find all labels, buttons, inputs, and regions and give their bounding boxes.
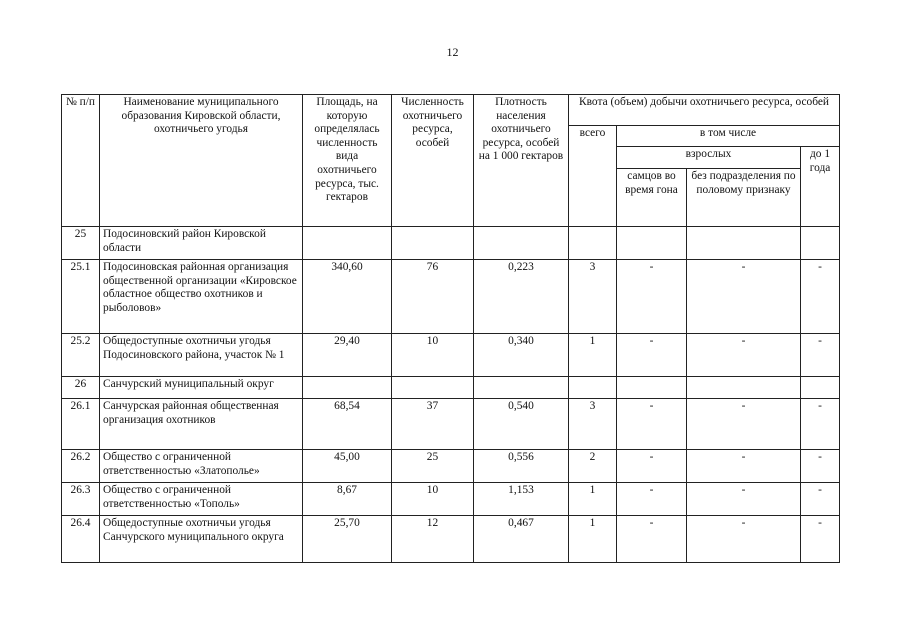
header-area: Площадь, на которую определялась численность вида охотничьего ресурса, тыс. гектаров <box>303 95 392 227</box>
cell-males: - <box>617 450 687 483</box>
cell-nosex <box>687 227 801 260</box>
cell-area <box>303 377 392 399</box>
cell-count: 12 <box>392 516 474 563</box>
header-under-year: до 1 года <box>801 147 840 227</box>
cell-area: 8,67 <box>303 483 392 516</box>
cell-num: 26.4 <box>62 516 100 563</box>
cell-num: 26 <box>62 377 100 399</box>
cell-num: 26.2 <box>62 450 100 483</box>
cell-name: Подосиновский район Кировской области <box>100 227 303 260</box>
cell-young: - <box>801 516 840 563</box>
cell-area: 25,70 <box>303 516 392 563</box>
cell-total <box>569 227 617 260</box>
cell-young: - <box>801 450 840 483</box>
cell-count <box>392 227 474 260</box>
cell-count: 10 <box>392 334 474 377</box>
cell-name: Общество с ограниченной ответственностью «Тополь» <box>100 483 303 516</box>
header-including: в том числе <box>617 126 840 147</box>
cell-name: Общество с ограниченной ответственностью «Златополье» <box>100 450 303 483</box>
header-name: Наименование муниципального образования Кировской области, охотничьего угодья <box>100 95 303 227</box>
table-row <box>62 334 840 377</box>
cell-young <box>801 377 840 399</box>
cell-young <box>801 227 840 260</box>
cell-count <box>392 377 474 399</box>
table-row <box>62 260 840 334</box>
header-num: № п/п <box>62 95 100 227</box>
cell-nosex: - <box>687 260 801 334</box>
cell-num: 25.1 <box>62 260 100 334</box>
cell-density: 0,467 <box>474 516 569 563</box>
cell-nosex: - <box>687 516 801 563</box>
cell-area <box>303 227 392 260</box>
cell-young: - <box>801 399 840 450</box>
header-males-rut: самцов во время гона <box>617 169 687 227</box>
table-row <box>62 399 840 450</box>
cell-area: 29,40 <box>303 334 392 377</box>
cell-nosex <box>687 377 801 399</box>
cell-total <box>569 377 617 399</box>
header-density: Плотность населения охотничьего ресурса, особей на 1 000 гектаров <box>474 95 569 227</box>
table-row <box>62 483 840 516</box>
cell-males: - <box>617 399 687 450</box>
quota-table <box>61 94 840 563</box>
cell-name: Общедоступные охотничьи угодья Санчурского муниципального округа <box>100 516 303 563</box>
table-row <box>62 450 840 483</box>
cell-total: 1 <box>569 483 617 516</box>
header-no-sex-split: без подразделения по половому признаку <box>687 169 801 227</box>
cell-name: Санчурский муниципальный округ <box>100 377 303 399</box>
table-row <box>62 377 840 399</box>
cell-young: - <box>801 334 840 377</box>
table-header <box>62 95 840 227</box>
cell-density <box>474 377 569 399</box>
cell-name: Общедоступные охотничьи угодья Подосиновского района, участок № 1 <box>100 334 303 377</box>
cell-males: - <box>617 334 687 377</box>
cell-density: 1,153 <box>474 483 569 516</box>
cell-name: Подосиновская районная организация общественной организации «Кировское областное общество охотников и рыболовов» <box>100 260 303 334</box>
cell-area: 340,60 <box>303 260 392 334</box>
header-quota: Квота (объем) добычи охотничьего ресурса, особей <box>569 95 840 126</box>
cell-males: - <box>617 516 687 563</box>
cell-males: - <box>617 260 687 334</box>
cell-males: - <box>617 483 687 516</box>
cell-total: 1 <box>569 334 617 377</box>
cell-density: 0,340 <box>474 334 569 377</box>
table-row <box>62 516 840 563</box>
cell-count: 10 <box>392 483 474 516</box>
header-adults: взрослых <box>617 147 801 169</box>
header-count: Численность охотничьего ресурса, особей <box>392 95 474 227</box>
cell-males <box>617 377 687 399</box>
table-body <box>62 227 840 563</box>
cell-density: 0,223 <box>474 260 569 334</box>
cell-males <box>617 227 687 260</box>
cell-density <box>474 227 569 260</box>
cell-area: 68,54 <box>303 399 392 450</box>
cell-num: 26.1 <box>62 399 100 450</box>
cell-num: 25 <box>62 227 100 260</box>
cell-count: 76 <box>392 260 474 334</box>
cell-nosex: - <box>687 399 801 450</box>
cell-nosex: - <box>687 450 801 483</box>
cell-nosex: - <box>687 483 801 516</box>
page-number: 12 <box>446 45 459 59</box>
cell-total: 3 <box>569 399 617 450</box>
cell-name: Санчурская районная общественная организация охотников <box>100 399 303 450</box>
header-total: всего <box>569 126 617 227</box>
cell-num: 25.2 <box>62 334 100 377</box>
table-row <box>62 227 840 260</box>
cell-nosex: - <box>687 334 801 377</box>
cell-young: - <box>801 483 840 516</box>
cell-total: 2 <box>569 450 617 483</box>
cell-young: - <box>801 260 840 334</box>
cell-density: 0,540 <box>474 399 569 450</box>
cell-area: 45,00 <box>303 450 392 483</box>
cell-density: 0,556 <box>474 450 569 483</box>
cell-num: 26.3 <box>62 483 100 516</box>
cell-total: 1 <box>569 516 617 563</box>
cell-total: 3 <box>569 260 617 334</box>
cell-count: 37 <box>392 399 474 450</box>
cell-count: 25 <box>392 450 474 483</box>
